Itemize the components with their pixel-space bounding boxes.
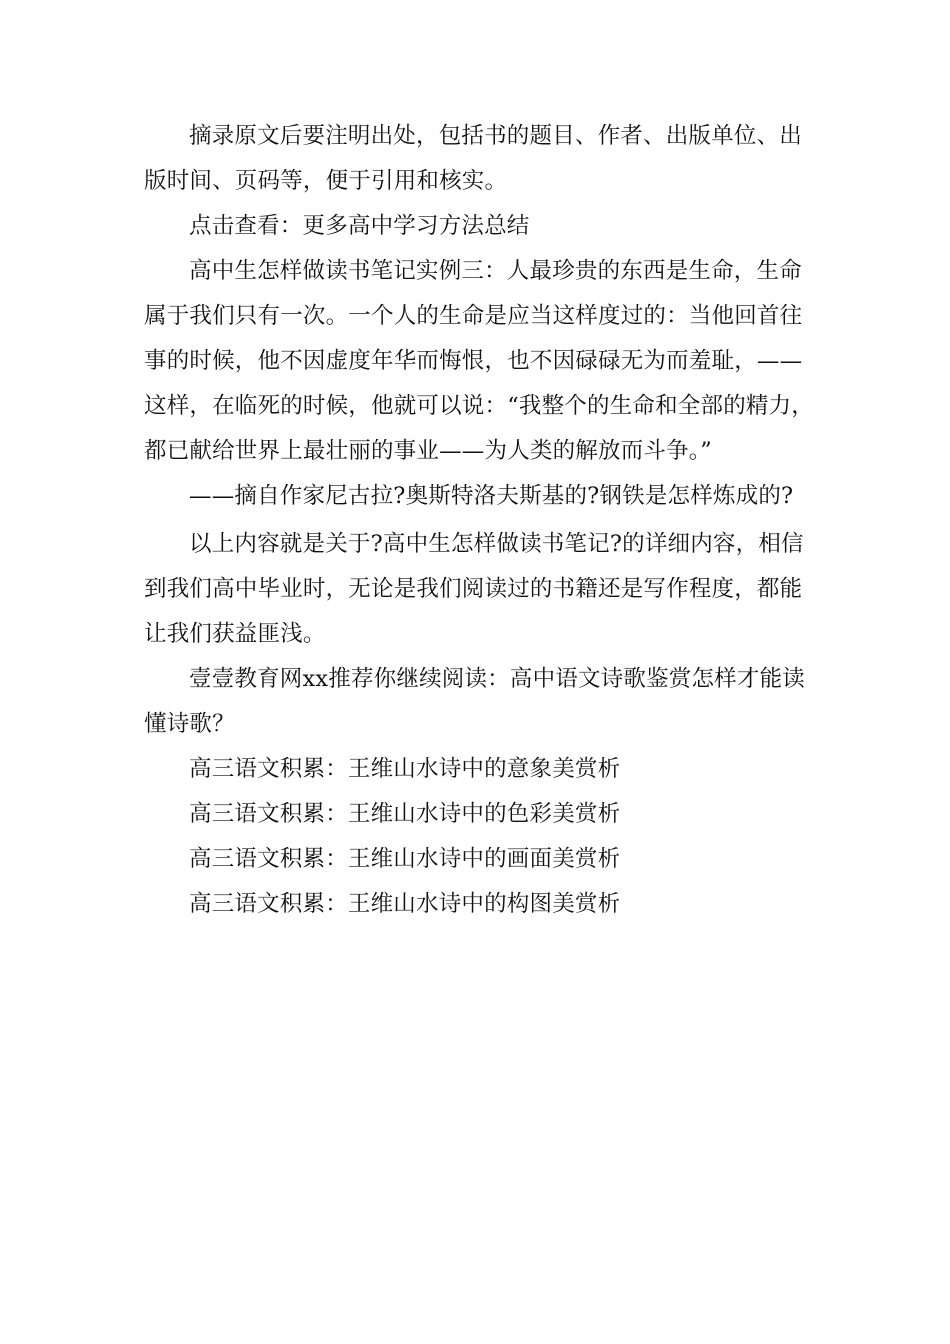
paragraph-example-three: 高中生怎样做读书笔记实例三：人最珍贵的东西是生命，生命属于我们只有一次。一个人的生命是应当这样度过的：当他回首往事的时候，他不因虚度年华而悔恨，也不因碌碌无为而羞耻，——这样，在临死的时候，他就可以说：“我整个的生命和全部的精力，都已献给世界上最壮丽的事业——为人类的解放而斗争。” [144, 258, 815, 464]
related-link-imagery: 高三语文积累：王维山水诗中的意象美赏析 [189, 756, 621, 782]
paragraph-quote-source: ——摘自作家尼古拉?奥斯特洛夫斯基的?钢铁是怎样炼成的? [189, 483, 794, 509]
related-link-picture: 高三语文积累：王维山水诗中的画面美赏析 [189, 846, 621, 872]
paragraph-recommendation: 壹壹教育网xx推荐你继续阅读：高中语文诗歌鉴赏怎样才能读懂诗歌？ [144, 666, 805, 737]
paragraph-summary: 以上内容就是关于?高中生怎样做读书笔记?的详细内容，相信到我们高中毕业时，无论是我们阅读过的书籍还是写作程度，都能让我们获益匪浅。 [144, 531, 804, 647]
document-body [144, 114, 816, 927]
related-link-color: 高三语文积累：王维山水诗中的色彩美赏析 [189, 801, 621, 827]
related-link-composition: 高三语文积累：王维山水诗中的构图美赏析 [189, 891, 621, 917]
paragraph-more-methods-link: 点击查看：更多高中学习方法总结 [189, 213, 530, 239]
paragraph-citation-note: 摘录原文后要注明出处，包括书的题目、作者、出版单位、出版时间、页码等，便于引用和核实。 [144, 123, 802, 194]
